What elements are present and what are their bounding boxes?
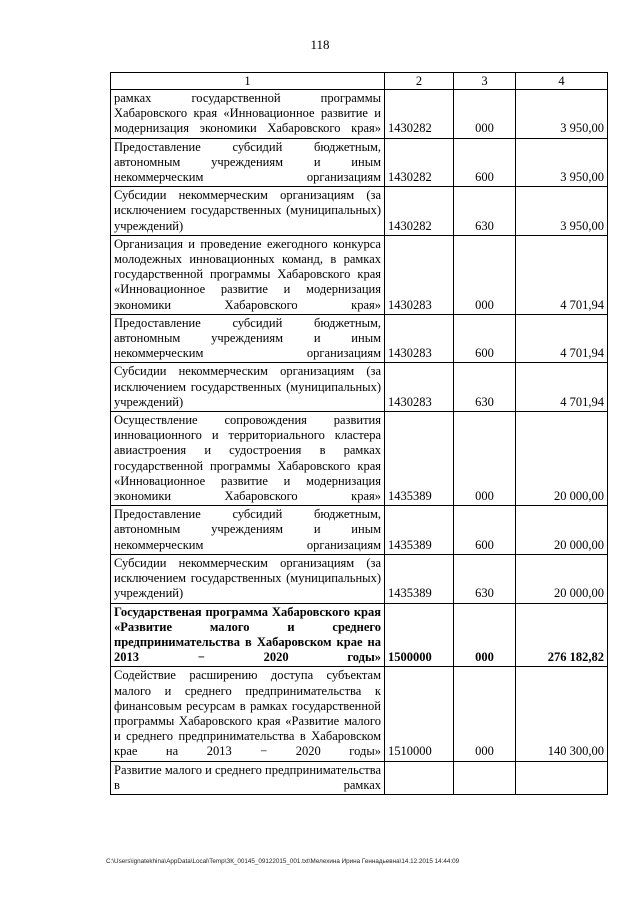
row-expense-type-cell: 600 [454,138,516,187]
row-code-cell: 1430282 [385,138,454,187]
table-row [111,667,608,761]
header-col-1: 1 [111,73,385,90]
row-name-cell: Содействие расширению доступа субъектам малого и среднего предпринимательства к финансовым ресурсам в рамках государственной программы Хабаровского края «Развитие малого и среднего предпринимательства в Хабаровском крае на 2013 − 2020 годы» [111,667,385,761]
row-sum-cell: 4 701,94 [516,314,608,363]
budget-table [110,72,608,795]
row-code-cell: 1510000 [385,667,454,761]
row-sum-cell: 4 701,94 [516,235,608,314]
table-row [111,235,608,314]
header-col-3: 3 [454,73,516,90]
row-name-cell: Субсидии некоммерческим организациям (за исключением государственных (муниципальных) учреждений) [111,363,385,412]
row-sum-cell: 3 950,00 [516,187,608,236]
table-row [111,761,608,794]
row-name-cell: Предоставление субсидий бюджетным, автономным учреждениям и иным некоммерческим организациям [111,314,385,363]
row-name-cell: Осуществление сопровождения развития инновационного и территориального кластера авиастроения и судостроения в рамках государственной программы Хабаровского края «Инновационное развитие и модернизация экономики Хабаровского края» [111,412,385,506]
page-number: 118 [310,37,330,52]
row-name-cell: Организация и проведение ежегодного конкурса молодежных инновационных команд, в рамках государственной программы Хабаровского края «Инновационное развитие и модернизация экономики Хабаровского края» [111,235,385,314]
table-header-row [111,73,608,90]
row-name-cell: Субсидии некоммерческим организациям (за исключением государственных (муниципальных) учреждений) [111,554,385,603]
row-sum-cell [516,761,608,794]
row-code-cell: 1430282 [385,187,454,236]
row-expense-type-cell [454,761,516,794]
row-expense-type-cell: 630 [454,187,516,236]
row-name-cell: Государственая программа Хабаровского края «Развитие малого и среднего предпринимательства в Хабаровском крае на 2013 − 2020 годы» [111,603,385,667]
row-code-cell: 1435389 [385,412,454,506]
row-expense-type-cell: 630 [454,363,516,412]
row-expense-type-cell: 000 [454,90,516,139]
row-sum-cell: 140 300,00 [516,667,608,761]
row-name-cell: Субсидии некоммерческим организациям (за исключением государственных (муниципальных) учреждений) [111,187,385,236]
row-sum-cell: 3 950,00 [516,138,608,187]
row-name-cell: Предоставление субсидий бюджетным, автономным учреждениям и иным некоммерческим организациям [111,138,385,187]
row-code-cell: 1430283 [385,363,454,412]
row-code-cell: 1435389 [385,506,454,555]
row-sum-cell: 3 950,00 [516,90,608,139]
table-row [111,412,608,506]
table-row [111,603,608,667]
row-sum-cell: 20 000,00 [516,506,608,555]
row-sum-cell: 4 701,94 [516,363,608,412]
table-row [111,554,608,603]
row-expense-type-cell: 000 [454,235,516,314]
row-sum-cell: 20 000,00 [516,554,608,603]
row-sum-cell: 276 182,82 [516,603,608,667]
row-expense-type-cell: 000 [454,603,516,667]
row-code-cell: 1500000 [385,603,454,667]
table-row [111,314,608,363]
table-row [111,138,608,187]
row-expense-type-cell: 000 [454,667,516,761]
table-row [111,363,608,412]
row-code-cell: 1435389 [385,554,454,603]
row-code-cell: 1430283 [385,235,454,314]
row-sum-cell: 20 000,00 [516,412,608,506]
header-col-2: 2 [385,73,454,90]
table-row [111,187,608,236]
row-expense-type-cell: 000 [454,412,516,506]
table-row [111,90,608,139]
row-expense-type-cell: 630 [454,554,516,603]
row-name-cell: Предоставление субсидий бюджетным, автономным учреждениям и иным некоммерческим организациям [111,506,385,555]
row-expense-type-cell: 600 [454,506,516,555]
row-name-cell: рамках государственной программы Хабаровского края «Инновационное развитие и модернизация экономики Хабаровского края» [111,90,385,139]
row-code-cell [385,761,454,794]
row-code-cell: 1430282 [385,90,454,139]
row-code-cell: 1430283 [385,314,454,363]
row-name-cell: Развитие малого и среднего предпринимательства в рамках [111,761,385,794]
row-expense-type-cell: 600 [454,314,516,363]
header-col-4: 4 [516,73,608,90]
file-path-footer: C:\Users\ignatekhina\AppData\Local\Temp\ЗК_00145_09122015_001.txt\Мелехина Ирина Геннадьевна\14.12.2015 14:44:09 [106,858,460,865]
table-row [111,506,608,555]
